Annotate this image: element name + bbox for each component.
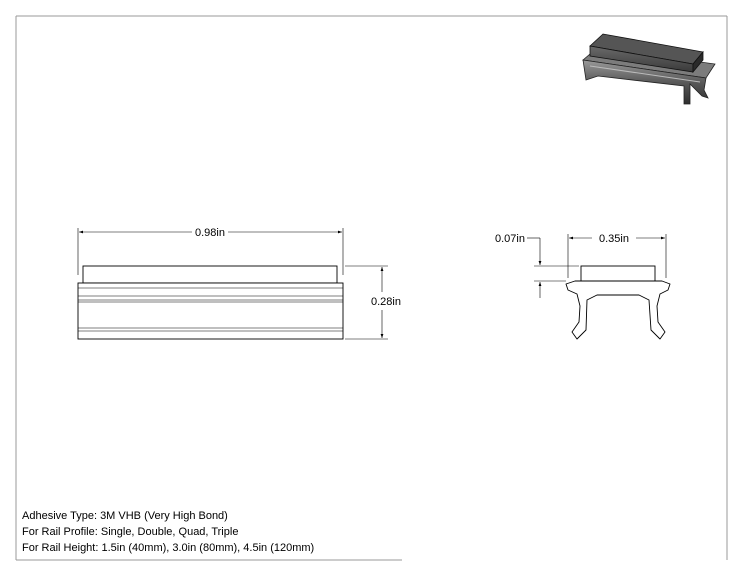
height-dimension (345, 266, 401, 339)
note-rail-profile: For Rail Profile: Single, Double, Quad, Triple (22, 526, 239, 538)
width-dim-label: 0.35in (599, 233, 629, 245)
length-dim-label: 0.98in (195, 227, 225, 239)
notes-block (22, 508, 314, 556)
note-rail-height: For Rail Height: 1.5in (40mm), 3.0in (80mm), 4.5in (120mm) (22, 542, 315, 554)
lip-height-dimension (495, 233, 579, 298)
side-profile-view (566, 266, 670, 339)
lip-dim-label: 0.07in (495, 233, 525, 245)
front-view (78, 266, 343, 339)
height-dim-label: 0.28in (371, 296, 401, 308)
note-adhesive: Adhesive Type: 3M VHB (Very High Bond) (22, 510, 228, 522)
isometric-preview (583, 34, 715, 104)
